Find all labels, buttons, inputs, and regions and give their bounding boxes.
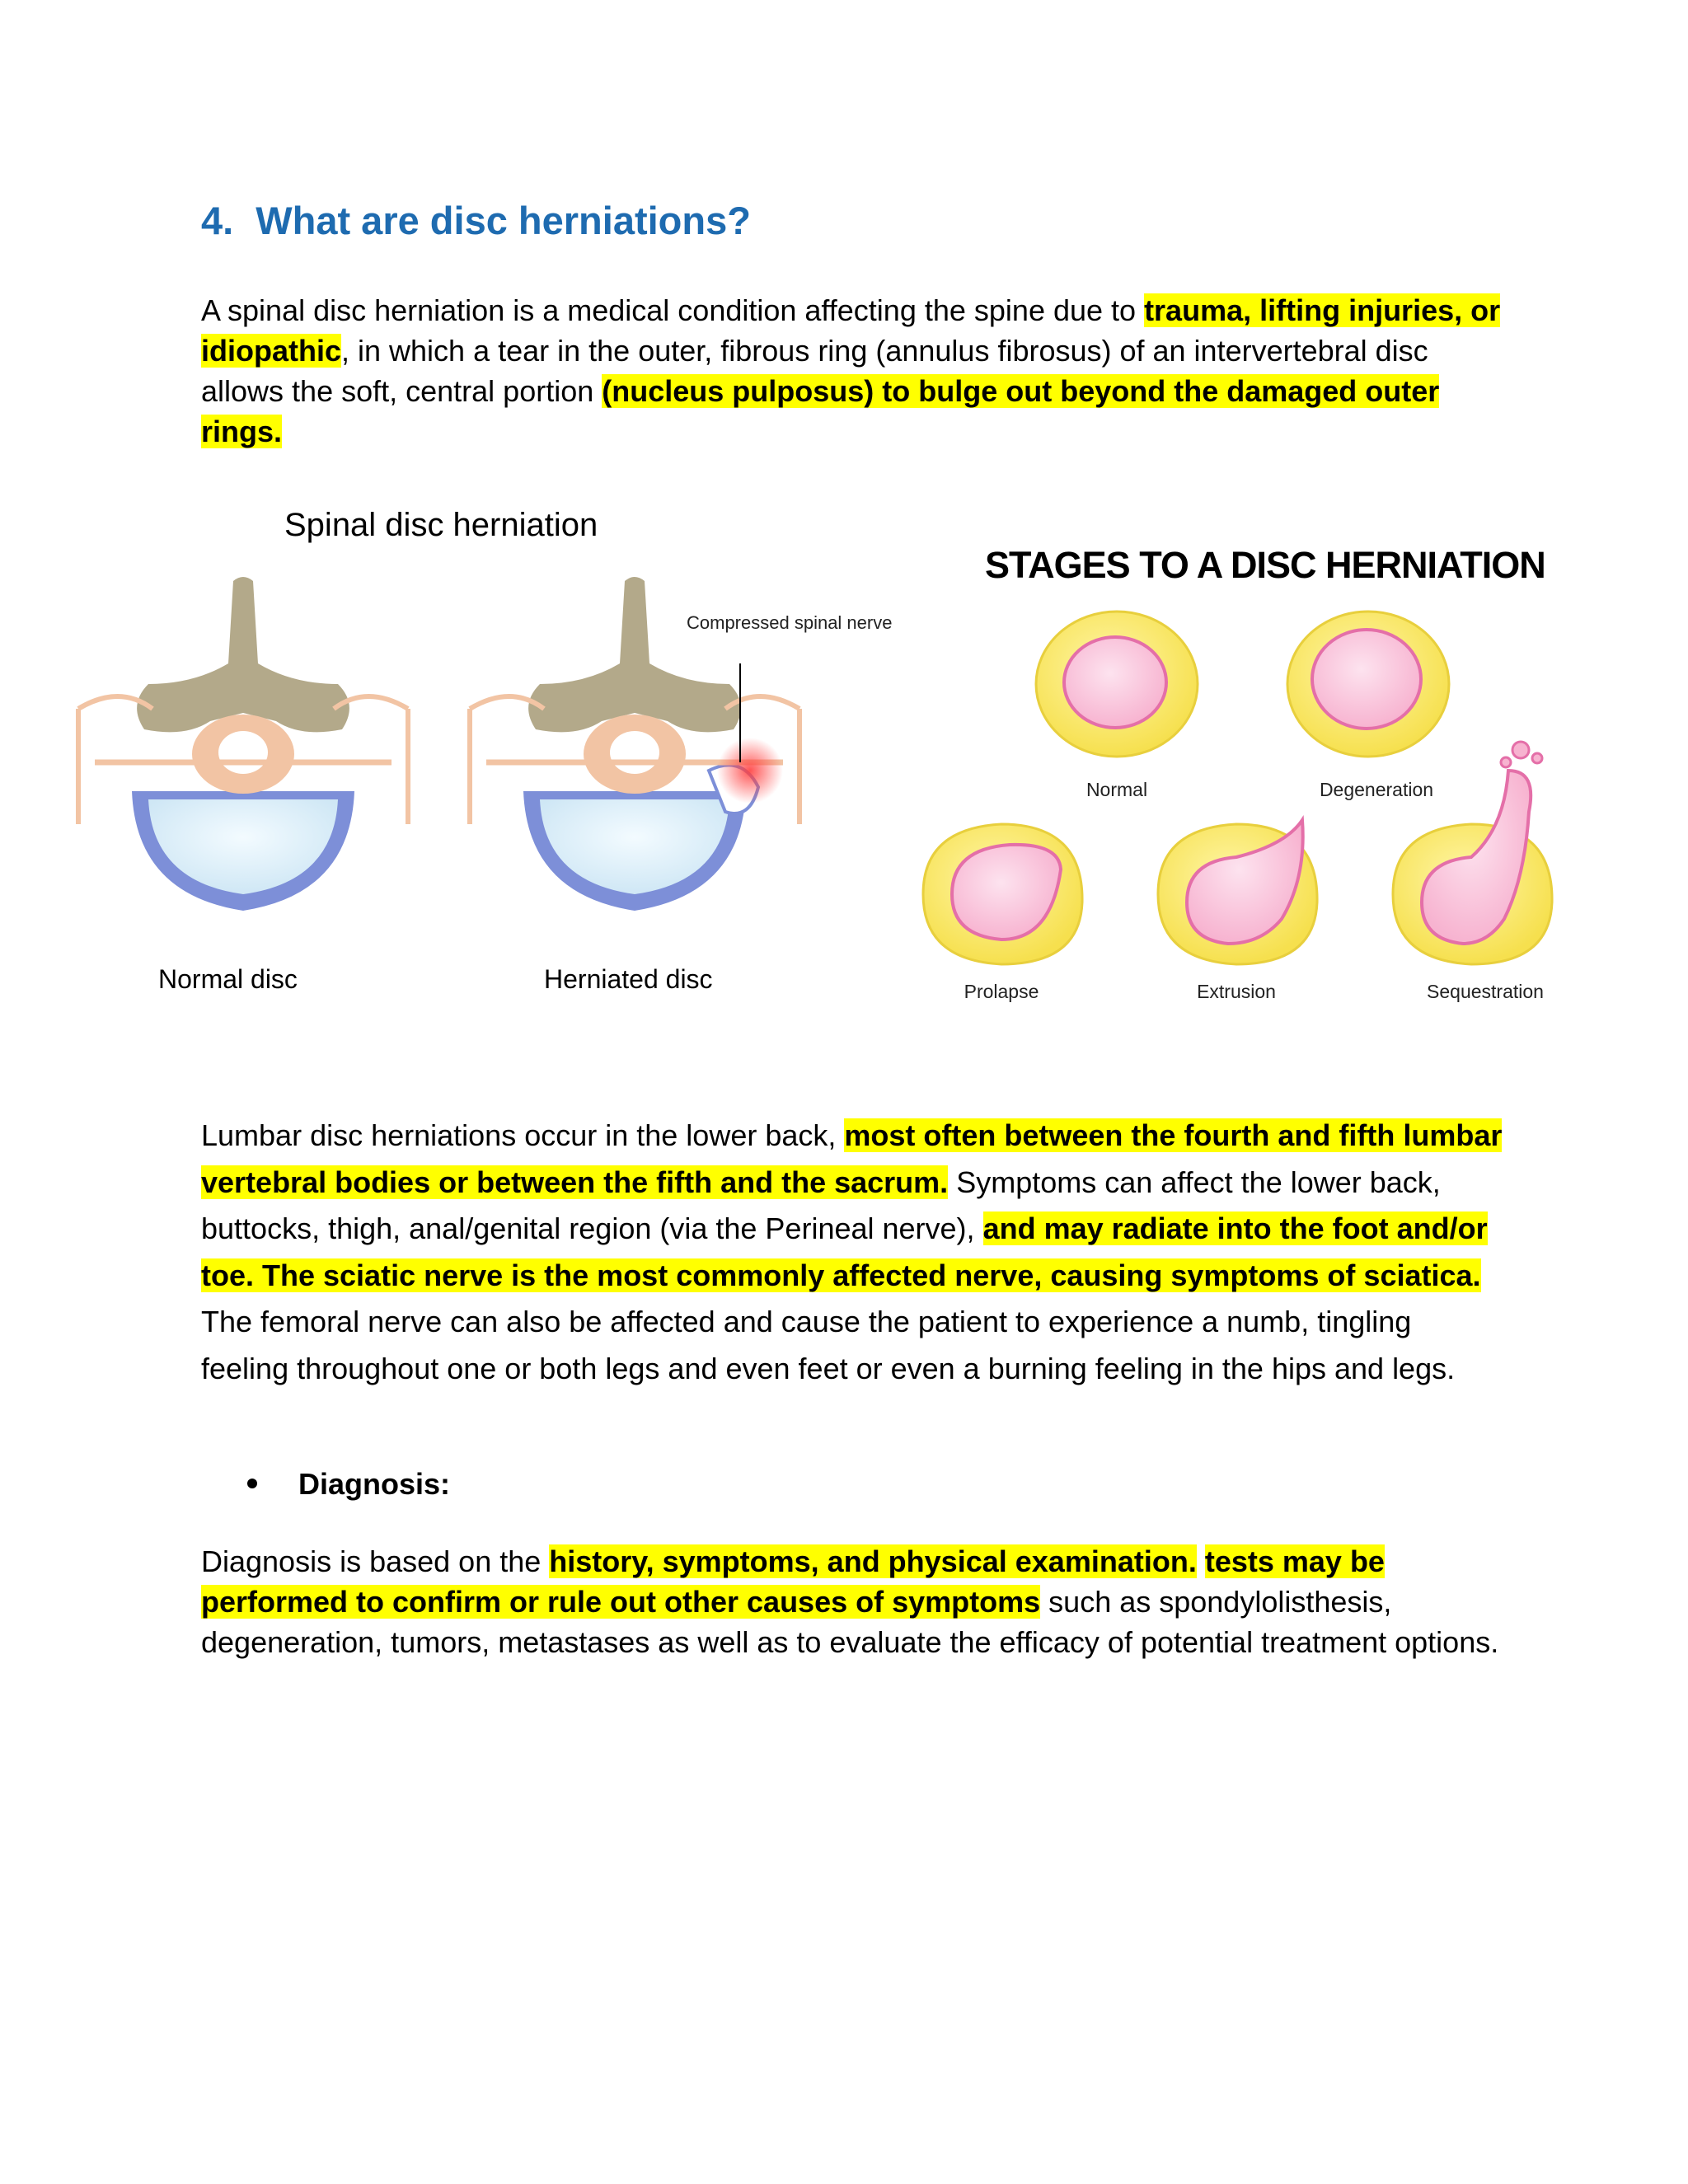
text-run: Symptoms can affect the lower back, buttocks, thigh, anal/genital region (via the Perineal nerve), xyxy=(201,1165,1441,1245)
section-number: 4. xyxy=(201,199,234,242)
spinal-disc-herniation-figure xyxy=(58,507,893,1018)
section-title: What are disc herniations? xyxy=(256,199,751,242)
callout-label: Compressed spinal nerve xyxy=(687,612,893,633)
text-run: A spinal disc herniation is a medical condition affecting the spine due to xyxy=(201,293,1145,327)
text-run: Diagnosis is based on the xyxy=(201,1544,550,1578)
section-heading xyxy=(201,198,751,243)
highlighted-text: (nucleus pulposus) to bulge out beyond the damaged outer rings. xyxy=(201,374,1440,448)
diagnosis-paragraph xyxy=(201,1541,1503,1662)
text-run: such as spondylolisthesis, degeneration, tumors, metastases as well as to evaluate the efficacy of potential treatment options. xyxy=(201,1585,1499,1659)
stage-label: Extrusion xyxy=(1197,981,1276,1002)
stages-illustration xyxy=(907,544,1599,1022)
text-run: Lumbar disc herniations occur in the lower back, xyxy=(201,1118,845,1152)
highlighted-text: and may radiate into the foot and/or toe. The sciatic nerve is the most commonly affected nerve, causing symptoms of sciatica. xyxy=(201,1212,1488,1292)
diagnosis-bullet xyxy=(247,1467,450,1502)
highlighted-text: tests may be performed to confirm or rule out other causes of symptoms xyxy=(201,1544,1385,1619)
intro-paragraph xyxy=(201,290,1503,452)
normal-disc-label: Normal disc xyxy=(158,964,298,994)
stage-label: Prolapse xyxy=(964,981,1039,1002)
bullet-dot xyxy=(247,1479,257,1488)
figure-title: Spinal disc herniation xyxy=(284,507,598,543)
text-run: The femoral nerve can also be affected and cause the patient to experience a numb, tingling feeling throughout one or both legs and even feet or even a burning feeling in the hips and legs. xyxy=(201,1305,1456,1385)
text-run xyxy=(1197,1544,1205,1578)
stage-extrusion xyxy=(1158,820,1317,964)
stages-figure xyxy=(907,544,1599,1022)
stage-prolapse xyxy=(923,824,1082,964)
vertebra-illustration xyxy=(58,507,841,1018)
stage-label: Degeneration xyxy=(1319,779,1434,800)
highlighted-text: most often between the fourth and fifth lumbar vertebral bodies or between the fifth and the sacrum. xyxy=(201,1118,1503,1199)
normal-vertebra xyxy=(78,577,408,911)
stage-label: Sequestration xyxy=(1427,981,1544,1002)
stage-degeneration xyxy=(1287,612,1449,757)
lumbar-paragraph xyxy=(201,1113,1503,1392)
stage-label: Normal xyxy=(1085,779,1148,800)
bullet-label: Diagnosis: xyxy=(298,1467,451,1501)
stage-normal xyxy=(1036,612,1198,757)
figure-title: STAGES TO A DISC HERNIATION xyxy=(985,544,1545,586)
highlighted-text: history, symptoms, and physical examination. xyxy=(549,1544,1197,1578)
highlighted-text: trauma, lifting injuries, or idiopathic xyxy=(201,293,1501,368)
compression-glow xyxy=(717,738,783,804)
text-run: , in which a tear in the outer, fibrous ring (annulus fibrosus) of an intervertebral disc allows the soft, central portion xyxy=(201,334,1428,408)
stage-sequestration xyxy=(1393,742,1552,964)
herniated-disc-label: Herniated disc xyxy=(544,964,713,994)
